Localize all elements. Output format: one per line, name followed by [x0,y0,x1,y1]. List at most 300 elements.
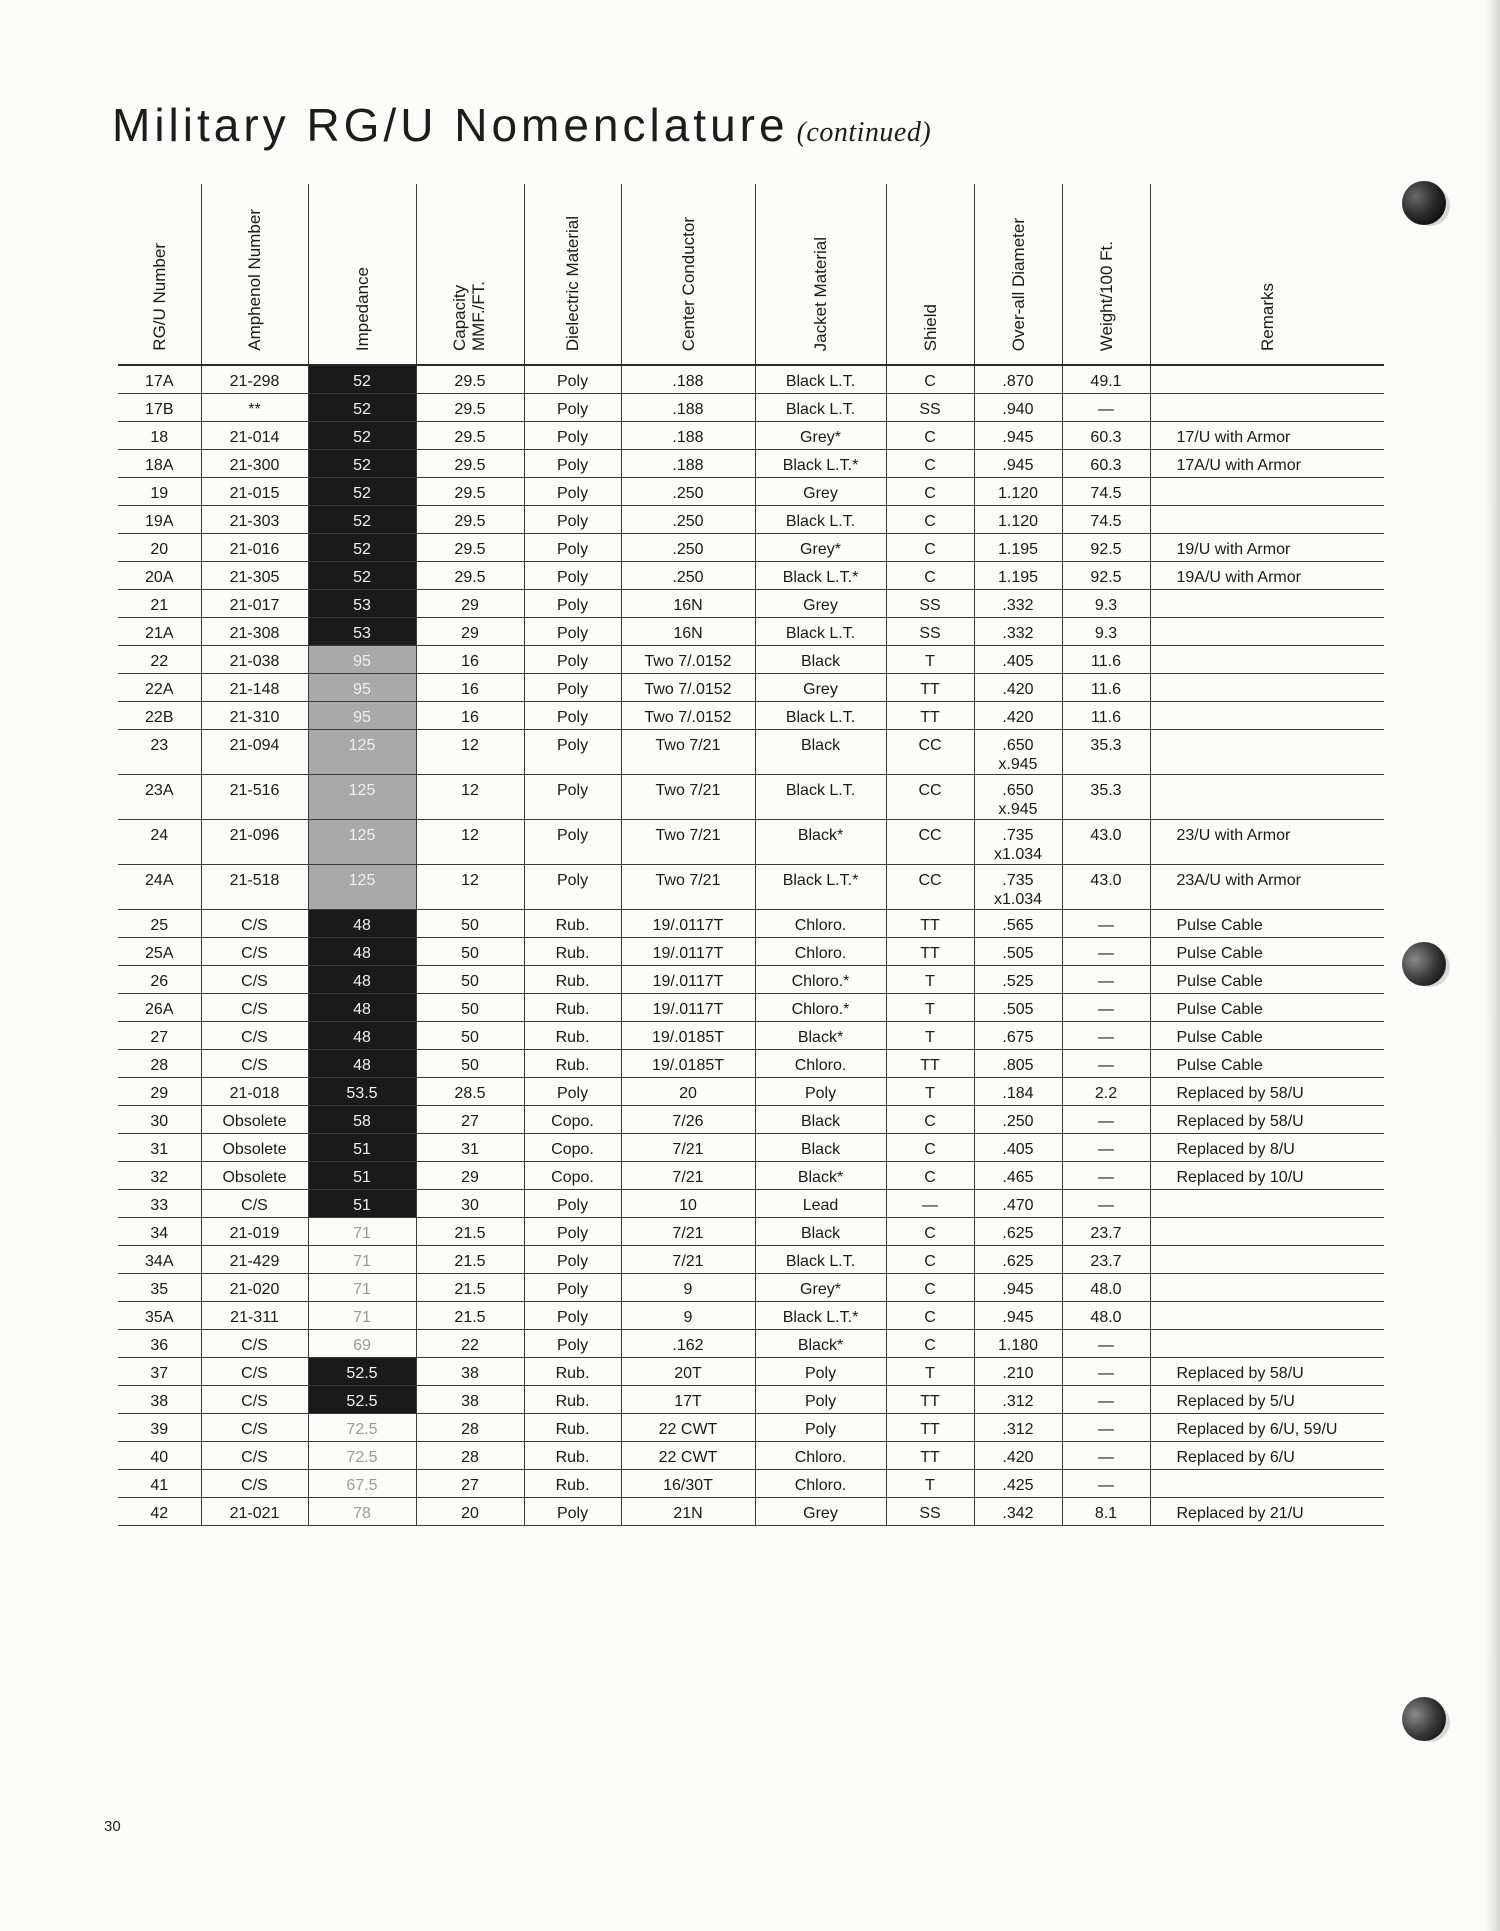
cell-dielectric [524,993,621,1021]
page-edge-shadow [1486,0,1500,1931]
overall-diameter-value: .870 [1002,373,1034,390]
cell-shield [886,1021,974,1049]
shield-value: T [925,1084,935,1102]
capacity-value: 38 [461,1364,479,1382]
cell-shield [886,645,974,673]
impedance-value: 52 [353,400,371,418]
weight-value: — [1098,1196,1114,1214]
jacket-value: Black L.T. [785,708,856,726]
table-row [118,1161,1384,1189]
cell-rg-number [118,1049,201,1077]
cell-impedance [308,1385,416,1413]
amphenol-number-value: 21-298 [229,373,280,390]
weight-value: — [1098,1476,1114,1494]
cell-impedance [308,1077,416,1105]
rg-number-value: 41 [150,1476,169,1494]
rg-number-value: 21 [150,596,169,614]
amphenol-number-value: 21-148 [229,680,280,698]
center-conductor-value: .250 [672,568,704,586]
cell-jacket [755,393,886,421]
cell-rg-number [118,1273,201,1301]
cell-weight [1062,421,1150,449]
overall-diameter-value: .625 [1002,1224,1034,1242]
overall-diameter-value: 1.120 [997,512,1039,530]
table-row [118,1357,1384,1385]
rg-number-value: 26A [145,1000,174,1018]
center-conductor-value: 22 CWT [658,1448,718,1466]
cell-jacket [755,1105,886,1133]
amphenol-number-value: 21-020 [229,1280,280,1298]
cell-center-conductor [621,1413,755,1441]
cell-amphenol-number [201,393,308,421]
cell-amphenol-number [201,645,308,673]
capacity-value: 50 [461,972,479,990]
dielectric-value: Poly [556,1504,589,1522]
table-row [118,1273,1384,1301]
rg-number-value: 24A [145,871,174,889]
amphenol-number-value: C/S [241,972,268,990]
amphenol-number-value: C/S [241,1336,268,1354]
cell-rg-number [118,673,201,701]
cell-impedance [308,617,416,645]
cell-remarks [1150,393,1384,421]
dielectric-value: Poly [556,568,589,586]
impedance-value: 52 [353,512,371,530]
shield-value: C [924,484,936,502]
cell-weight [1062,449,1150,477]
cell-rg-number [118,533,201,561]
shield-value: T [925,1000,935,1018]
cell-shield [886,701,974,729]
cell-amphenol-number [201,701,308,729]
cell-shield [886,673,974,701]
cell-dielectric [524,1497,621,1525]
cell-amphenol-number [201,505,308,533]
center-conductor-value: 19/.0185T [651,1028,725,1046]
cell-impedance [308,1021,416,1049]
cell-weight [1062,1189,1150,1217]
impedance-value: 48 [353,1000,371,1018]
remarks-value: Replaced by 8/U [1176,1140,1295,1158]
cell-amphenol-number [201,937,308,965]
remarks-value [1177,730,1385,736]
rg-number-value: 34A [145,1252,174,1270]
cell-overall-diameter [974,505,1062,533]
shield-value: CC [918,736,942,754]
cell-overall-diameter [974,1413,1062,1441]
cell-center-conductor [621,1049,755,1077]
cell-rg-number [118,561,201,589]
table-row [118,1105,1384,1133]
cell-impedance [308,421,416,449]
overall-diameter-value: .250 [1002,1112,1034,1130]
impedance-value: 72.5 [346,1420,378,1438]
capacity-value: 29.5 [454,512,486,530]
cell-capacity [416,393,524,421]
table-row [118,774,1384,819]
amphenol-number-value: C/S [241,1056,268,1074]
remarks-value [1177,674,1385,680]
remarks-value [1177,1470,1385,1476]
center-conductor-value: .188 [672,373,704,390]
weight-value: 23.7 [1090,1224,1122,1242]
shield-value: T [925,1476,935,1494]
rg-number-value: 25 [150,916,169,934]
cell-dielectric [524,701,621,729]
amphenol-number-value: C/S [241,1196,268,1214]
capacity-value: 28.5 [454,1084,486,1102]
impedance-value: 53 [353,596,371,614]
table-row [118,1077,1384,1105]
cell-amphenol-number [201,477,308,505]
cell-overall-diameter [974,421,1062,449]
rg-number-value: 25A [145,944,174,962]
jacket-value: Black [800,1140,841,1158]
cell-weight [1062,1441,1150,1469]
center-conductor-value: 20T [674,1364,702,1382]
rg-number-value: 22B [145,708,174,726]
jacket-value: Black L.T.* [782,568,859,586]
cell-weight [1062,393,1150,421]
cell-amphenol-number [201,1441,308,1469]
cell-remarks [1150,774,1384,819]
cell-remarks [1150,1105,1384,1133]
dielectric-value: Poly [556,708,589,726]
center-conductor-value: 16N [673,624,703,642]
cell-rg-number [118,965,201,993]
col-header-label: Impedance [352,266,372,351]
overall-diameter-secondary-value: x.945 [998,755,1038,773]
col-header-capacity [416,184,524,365]
dielectric-value: Poly [556,871,589,889]
cell-capacity [416,1301,524,1329]
cell-impedance [308,673,416,701]
impedance-value: 51 [353,1140,371,1158]
cell-overall-diameter [974,589,1062,617]
cell-weight [1062,729,1150,774]
impedance-value: 72.5 [346,1448,378,1466]
cell-weight [1062,937,1150,965]
jacket-value: Black [800,736,841,754]
cell-jacket [755,365,886,393]
impedance-value: 95 [353,708,371,726]
weight-value: 60.3 [1090,428,1122,446]
col-header-label: Center Conductor [678,216,698,351]
impedance-value: 52 [353,540,371,558]
overall-diameter-value: 1.180 [997,1336,1039,1354]
cell-dielectric [524,937,621,965]
amphenol-number-value: 21-311 [230,1308,279,1326]
cell-shield [886,1049,974,1077]
shield-value: TT [920,1392,940,1410]
remarks-value: 23A/U with Armor [1176,871,1301,889]
amphenol-number-value: 21-305 [229,568,280,586]
jacket-value: Chloro.* [791,972,850,990]
cell-impedance [308,589,416,617]
capacity-value: 12 [461,736,479,754]
center-conductor-value: .188 [672,428,704,446]
shield-value: T [925,652,935,670]
cell-weight [1062,819,1150,864]
cell-remarks [1150,1329,1384,1357]
shield-value: C [924,1308,936,1326]
cell-remarks [1150,561,1384,589]
cell-center-conductor [621,1189,755,1217]
overall-diameter-value: .805 [1002,1056,1034,1074]
jacket-value: Grey [803,1504,838,1522]
cell-amphenol-number [201,774,308,819]
overall-diameter-value: .625 [1002,1252,1034,1270]
cell-center-conductor [621,1441,755,1469]
cell-weight [1062,965,1150,993]
center-conductor-value: 9 [683,1308,693,1326]
cell-dielectric [524,393,621,421]
cell-shield [886,505,974,533]
cell-remarks [1150,449,1384,477]
weight-value: 49.1 [1090,373,1122,390]
cell-jacket [755,505,886,533]
weight-value: — [1098,1336,1114,1354]
rg-number-value: 21A [145,624,174,642]
cell-rg-number [118,393,201,421]
cell-remarks [1150,937,1384,965]
dielectric-value: Poly [556,484,589,502]
table-row [118,1189,1384,1217]
cell-center-conductor [621,617,755,645]
cell-weight [1062,1497,1150,1525]
jacket-value: Chloro. [794,944,847,962]
cell-capacity [416,1049,524,1077]
capacity-value: 29.5 [454,484,486,502]
weight-value: 48.0 [1090,1280,1122,1298]
cell-capacity [416,1133,524,1161]
cell-weight [1062,1049,1150,1077]
center-conductor-value: .188 [672,400,704,418]
cell-remarks [1150,477,1384,505]
shield-value: C [924,568,936,586]
cell-amphenol-number [201,533,308,561]
cell-weight [1062,1357,1150,1385]
amphenol-number-value: 21-094 [229,736,280,754]
cell-capacity [416,1161,524,1189]
cell-rg-number [118,729,201,774]
cell-remarks [1150,965,1384,993]
table-row [118,393,1384,421]
remarks-value [1177,1274,1385,1280]
cell-remarks [1150,1469,1384,1497]
col-header-label: Shield [920,303,940,351]
rg-number-value: 20A [145,568,174,586]
col-header-rg-number [118,184,201,365]
center-conductor-value: 19/.0117T [652,1000,724,1018]
amphenol-number-value: 21-300 [229,456,280,474]
col-header-label: Amphenol Number [245,209,264,351]
cell-rg-number [118,421,201,449]
impedance-value: 125 [348,781,376,799]
weight-value: — [1098,1000,1114,1018]
cell-weight [1062,645,1150,673]
cell-center-conductor [621,1357,755,1385]
cell-center-conductor [621,1497,755,1525]
cell-jacket [755,1217,886,1245]
shield-value: TT [920,1420,940,1438]
capacity-value: 29.5 [454,568,486,586]
cell-amphenol-number [201,1497,308,1525]
weight-value: 92.5 [1090,568,1122,586]
capacity-value: 22 [461,1336,479,1354]
jacket-value: Chloro. [794,1448,847,1466]
cell-amphenol-number [201,1329,308,1357]
binder-hole-bottom [1402,1697,1446,1741]
capacity-value: 31 [461,1140,479,1158]
cell-amphenol-number [201,1385,308,1413]
cell-impedance [308,965,416,993]
amphenol-number-value: 21-017 [229,596,280,614]
table-row [118,477,1384,505]
col-header-label: Jacket Material [811,236,830,351]
cell-capacity [416,589,524,617]
cell-impedance [308,729,416,774]
cell-center-conductor [621,533,755,561]
cell-impedance [308,819,416,864]
capacity-value: 12 [461,826,479,844]
cell-jacket [755,561,886,589]
cell-remarks [1150,1273,1384,1301]
cell-amphenol-number [201,589,308,617]
cell-capacity [416,1273,524,1301]
rg-number-value: 17B [145,400,174,418]
col-header-weight [1062,184,1150,365]
shield-value: C [924,512,936,530]
cell-amphenol-number [201,1357,308,1385]
weight-value: — [1098,972,1114,990]
binder-hole-middle [1402,942,1446,986]
cell-shield [886,1329,974,1357]
remarks-value [1177,590,1385,596]
cell-jacket [755,589,886,617]
rg-number-value: 19A [145,512,174,530]
shield-value: T [925,1028,935,1046]
center-conductor-value: .250 [672,540,704,558]
cell-weight [1062,1301,1150,1329]
shield-value: C [924,428,936,446]
cell-rg-number [118,864,201,909]
dielectric-value: Copo. [551,1140,594,1158]
center-conductor-value: Two 7/21 [655,781,721,799]
overall-diameter-value: .470 [1002,1196,1034,1214]
remarks-value: Replaced by 21/U [1176,1504,1304,1522]
rg-number-value: 30 [150,1112,169,1130]
overall-diameter-value: .505 [1002,1000,1034,1018]
cell-jacket [755,864,886,909]
cell-amphenol-number [201,1469,308,1497]
cell-amphenol-number [201,561,308,589]
table-row [118,449,1384,477]
cell-dielectric [524,533,621,561]
cell-center-conductor [621,449,755,477]
cell-dielectric [524,1413,621,1441]
amphenol-number-value: 21-310 [229,708,280,726]
center-conductor-value: 7/21 [672,1168,704,1186]
cell-shield [886,1245,974,1273]
cell-center-conductor [621,589,755,617]
center-conductor-value: 10 [679,1196,697,1214]
weight-value: — [1098,1420,1114,1438]
cell-center-conductor [621,477,755,505]
rg-number-value: 17A [145,373,174,390]
impedance-value: 48 [353,1056,371,1074]
cell-capacity [416,365,524,393]
table-row [118,1385,1384,1413]
cell-overall-diameter [974,533,1062,561]
overall-diameter-value: .420 [1002,708,1034,726]
overall-diameter-value: .945 [1002,1308,1034,1326]
cell-amphenol-number [201,1273,308,1301]
overall-diameter-value: .735 [1002,871,1034,889]
cell-shield [886,589,974,617]
cell-capacity [416,1105,524,1133]
cell-amphenol-number [201,993,308,1021]
cell-rg-number [118,937,201,965]
cell-center-conductor [621,421,755,449]
dielectric-value: Poly [556,736,589,754]
jacket-value: Poly [804,1364,837,1382]
rg-number-value: 26 [150,972,169,990]
rg-number-value: 34 [150,1224,169,1242]
cell-overall-diameter [974,729,1062,774]
remarks-value: Replaced by 58/U [1176,1084,1304,1102]
weight-value: 74.5 [1090,484,1122,502]
cell-dielectric [524,1133,621,1161]
jacket-value: Grey* [800,540,841,558]
weight-value: 60.3 [1090,456,1122,474]
cell-impedance [308,1301,416,1329]
overall-diameter-value: .210 [1002,1364,1034,1382]
impedance-value: 95 [353,652,371,670]
cell-capacity [416,701,524,729]
center-conductor-value: Two 7/21 [655,871,721,889]
cell-dielectric [524,1441,621,1469]
cell-remarks [1150,1077,1384,1105]
shield-value: TT [920,680,940,698]
center-conductor-value: 16N [673,596,703,614]
impedance-value: 51 [353,1196,371,1214]
remarks-value: 17/U with Armor [1176,428,1291,446]
cell-remarks [1150,589,1384,617]
remarks-value [1177,1190,1385,1196]
cell-center-conductor [621,1469,755,1497]
cell-shield [886,819,974,864]
center-conductor-value: .250 [672,484,704,502]
cell-dielectric [524,965,621,993]
jacket-value: Black L.T. [785,624,856,642]
cell-weight [1062,1133,1150,1161]
center-conductor-value: 19/.0117T [652,916,724,934]
cell-amphenol-number [201,1217,308,1245]
jacket-value: Black L.T.* [782,1308,859,1326]
shield-value: TT [920,916,940,934]
overall-diameter-value: .312 [1002,1420,1034,1438]
overall-diameter-value: .465 [1002,1168,1034,1186]
cell-capacity [416,533,524,561]
capacity-value: 29.5 [454,540,486,558]
cell-amphenol-number [201,965,308,993]
cell-shield [886,561,974,589]
cell-remarks [1150,1049,1384,1077]
remarks-value [1177,618,1385,624]
col-header-jacket [755,184,886,365]
cell-remarks [1150,1245,1384,1273]
